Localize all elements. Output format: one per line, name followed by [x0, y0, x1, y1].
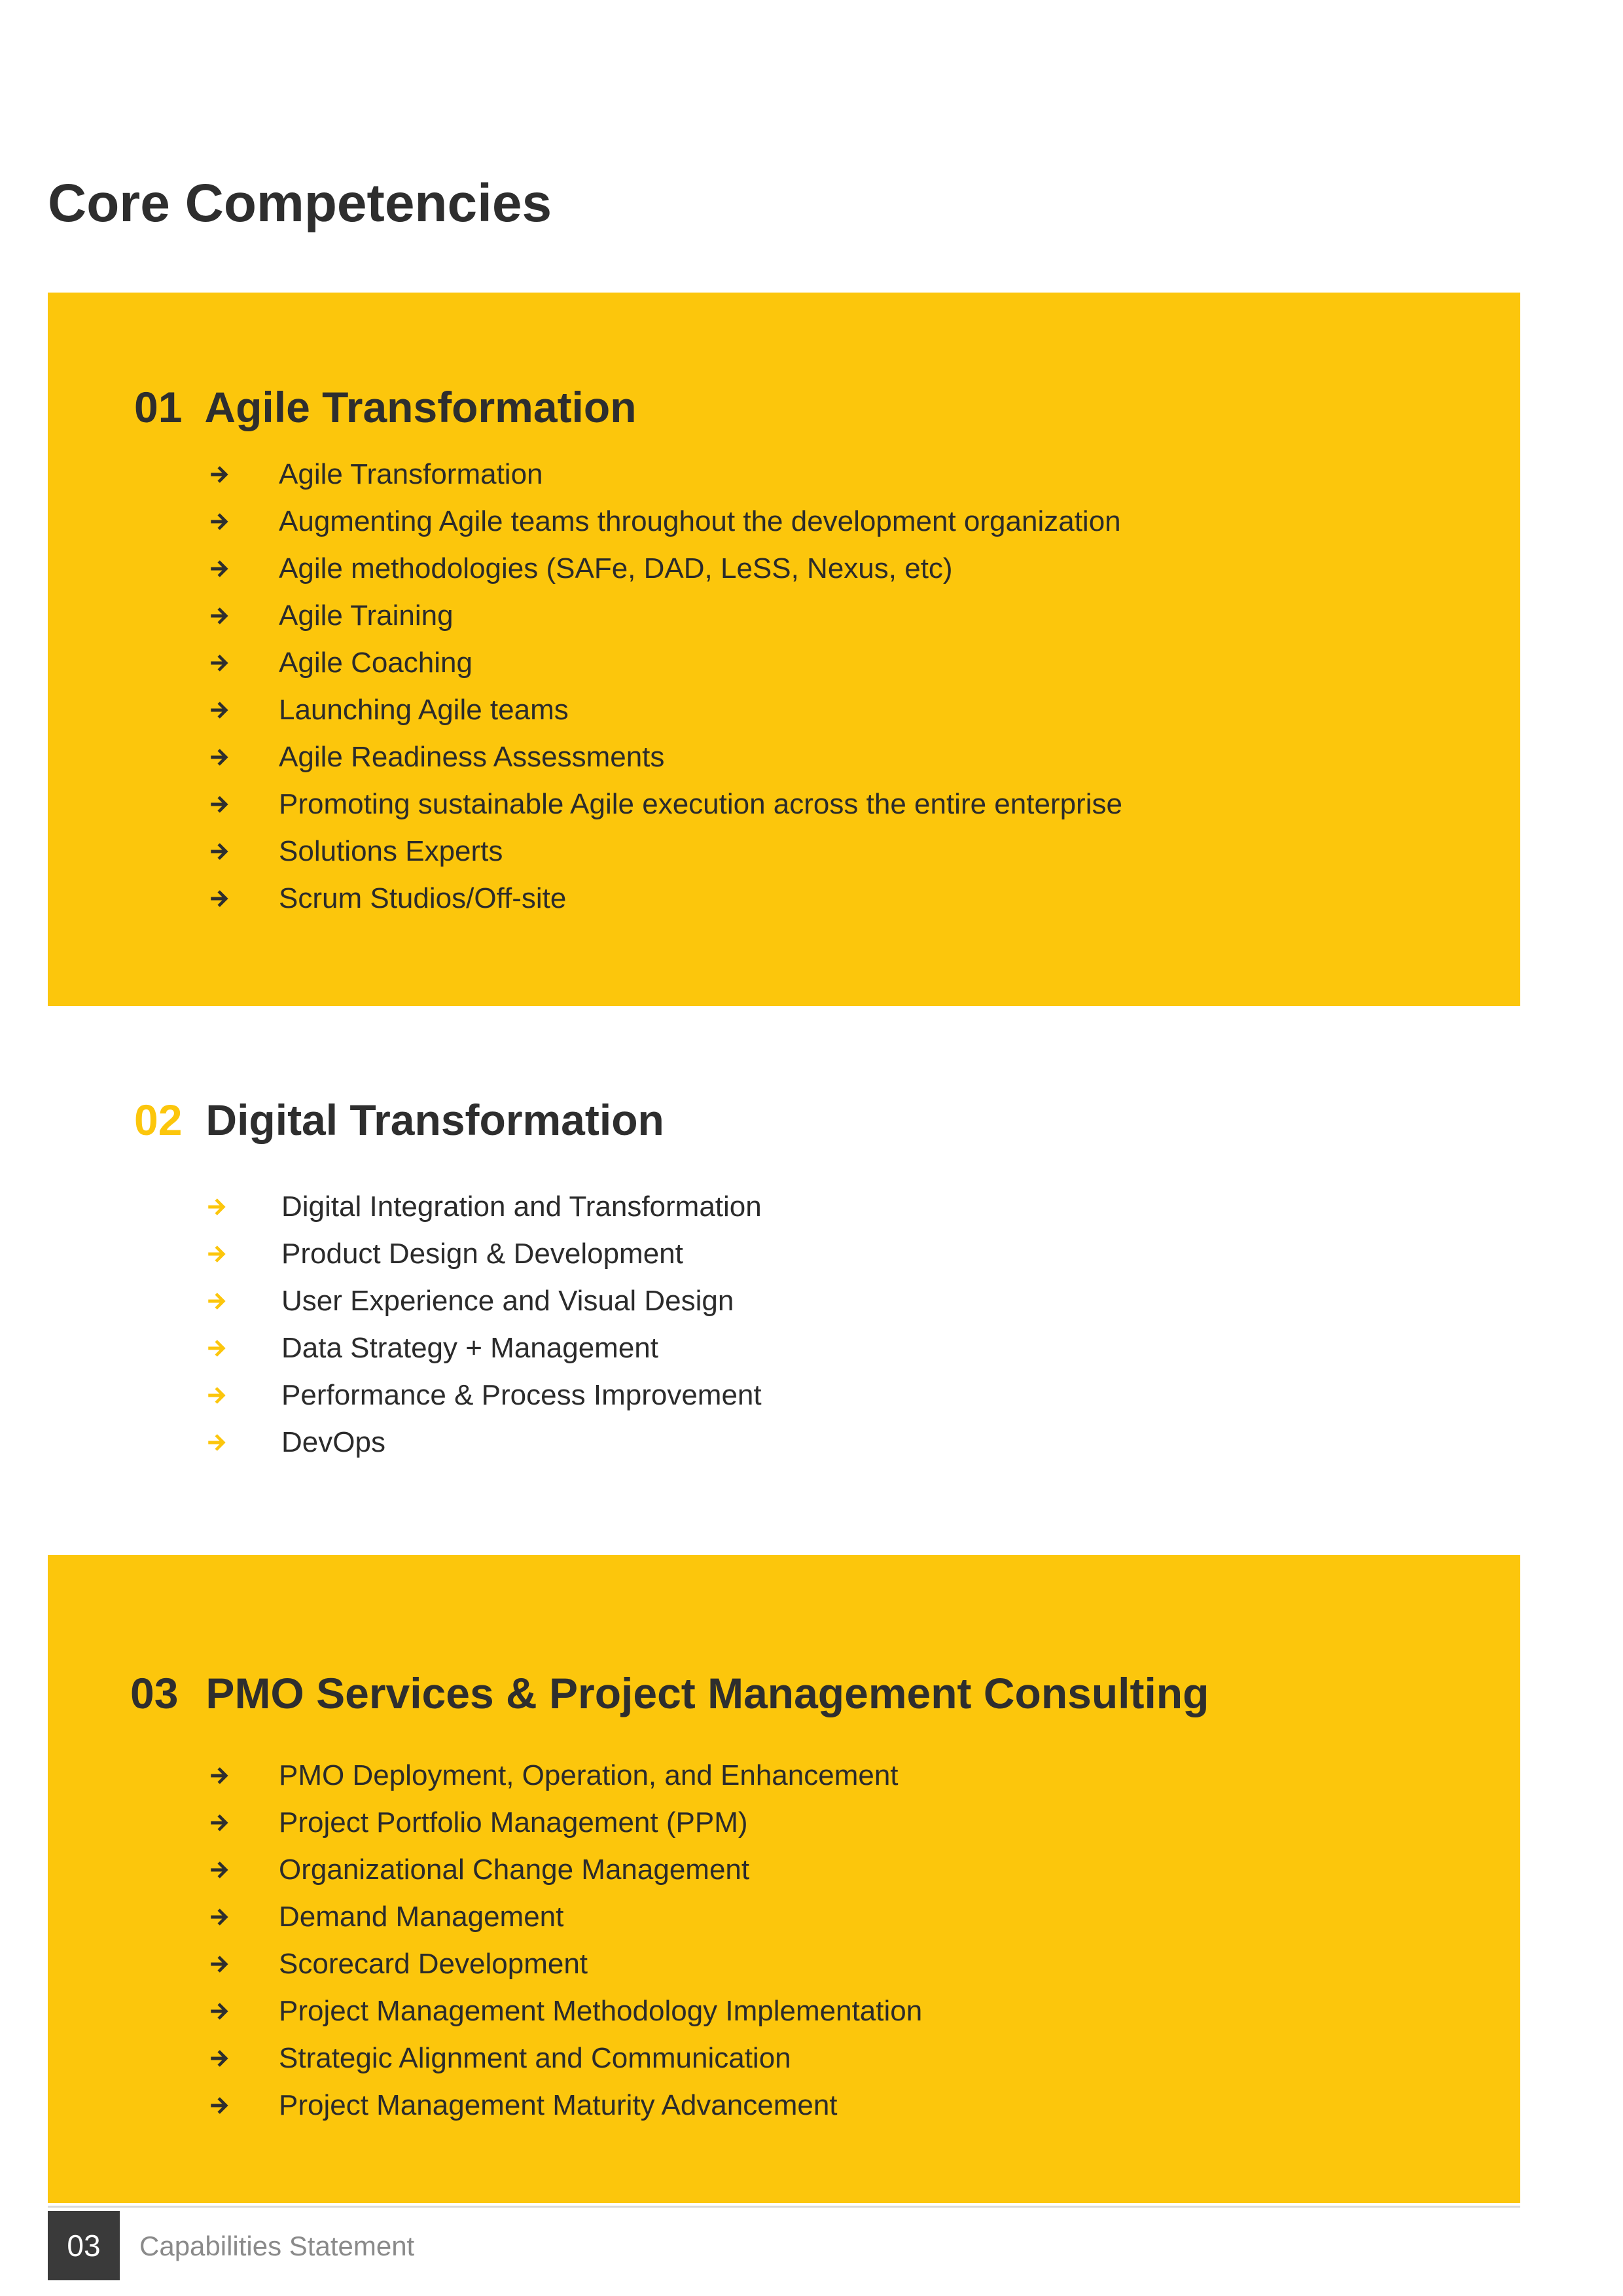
list-item-text: DevOps	[281, 1426, 385, 1458]
list-item	[208, 781, 1122, 828]
list-item-text: Project Management Methodology Implementation	[279, 1995, 923, 2027]
list-item	[205, 1419, 762, 1466]
arrow-right-icon	[208, 699, 230, 721]
section-2-number: 02	[134, 1096, 183, 1144]
list-item	[208, 2035, 922, 2082]
list-item-text: Organizational Change Management	[279, 1854, 750, 1886]
section-3-list	[208, 1752, 922, 2129]
list-item-text: Augmenting Agile teams throughout the development organization	[279, 505, 1121, 537]
section-3-heading	[130, 1668, 1209, 1719]
list-item	[208, 451, 1122, 498]
arrow-right-icon	[208, 840, 230, 863]
list-item	[208, 592, 1122, 639]
page-title: Core Competencies	[48, 173, 552, 233]
list-item-text: Launching Agile teams	[279, 694, 569, 726]
list-item-text: Digital Integration and Transformation	[281, 1191, 762, 1223]
list-item	[208, 1988, 922, 2035]
list-item-text: Scorecard Development	[279, 1948, 588, 1980]
arrow-right-icon	[208, 511, 230, 533]
list-item	[208, 1941, 922, 1988]
list-item	[208, 1846, 922, 1893]
arrow-right-icon	[205, 1384, 228, 1407]
arrow-right-icon	[208, 1906, 230, 1928]
footer-page-number: 03	[48, 2211, 120, 2280]
list-item-text: Promoting sustainable Agile execution across the entire enterprise	[279, 788, 1122, 820]
arrow-right-icon	[208, 558, 230, 580]
list-item	[208, 687, 1122, 734]
list-item-text: PMO Deployment, Operation, and Enhancement	[279, 1759, 899, 1791]
list-item-text: Agile Transformation	[279, 458, 543, 490]
list-item-text: Product Design & Development	[281, 1238, 683, 1270]
arrow-right-icon	[208, 2094, 230, 2117]
section-1-title: Agile Transformation	[204, 383, 637, 431]
section-1-number: 01	[134, 383, 183, 431]
list-item	[208, 639, 1122, 687]
arrow-right-icon	[205, 1337, 228, 1359]
arrow-right-icon	[208, 1812, 230, 1834]
list-item	[208, 1799, 922, 1846]
list-item	[205, 1372, 762, 1419]
arrow-right-icon	[208, 793, 230, 816]
list-item-text: Agile Coaching	[279, 647, 473, 679]
arrow-right-icon	[208, 1859, 230, 1881]
list-item	[208, 828, 1122, 875]
list-item-text: Agile Readiness Assessments	[279, 741, 665, 773]
arrow-right-icon	[208, 2047, 230, 2070]
list-item-text: Strategic Alignment and Communication	[279, 2042, 791, 2074]
list-item-text: Performance & Process Improvement	[281, 1379, 762, 1411]
footer-divider	[48, 2206, 1520, 2208]
list-item-text: Scrum Studios/Off-site	[279, 882, 567, 914]
arrow-right-icon	[205, 1431, 228, 1454]
footer-label: Capabilities Statement	[139, 2231, 415, 2261]
section-3-number: 03	[130, 1669, 179, 1717]
list-item-text: Data Strategy + Management	[281, 1332, 658, 1364]
arrow-right-icon	[208, 746, 230, 768]
list-item	[205, 1230, 762, 1278]
arrow-right-icon	[208, 1765, 230, 1787]
section-1-heading	[134, 382, 637, 433]
section-2-title: Digital Transformation	[205, 1096, 664, 1144]
list-item	[208, 2082, 922, 2129]
list-item	[205, 1325, 762, 1372]
list-item-text: Demand Management	[279, 1901, 564, 1933]
list-item	[205, 1183, 762, 1230]
list-item	[205, 1278, 762, 1325]
list-item-text: Solutions Experts	[279, 835, 503, 867]
section-2-list	[205, 1183, 762, 1466]
list-item	[208, 545, 1122, 592]
list-item-text: User Experience and Visual Design	[281, 1285, 734, 1317]
arrow-right-icon	[205, 1290, 228, 1312]
arrow-right-icon	[208, 888, 230, 910]
arrow-right-icon	[208, 652, 230, 674]
arrow-right-icon	[208, 463, 230, 486]
arrow-right-icon	[208, 605, 230, 627]
list-item	[208, 498, 1122, 545]
list-item	[208, 1752, 922, 1799]
list-item-text: Agile Training	[279, 600, 454, 632]
list-item	[208, 734, 1122, 781]
arrow-right-icon	[208, 2000, 230, 2022]
arrow-right-icon	[205, 1243, 228, 1265]
list-item	[208, 875, 1122, 922]
section-2-heading	[134, 1094, 664, 1146]
section-3-title: PMO Services & Project Management Consulting	[205, 1669, 1209, 1717]
section-1-list	[208, 451, 1122, 922]
list-item-text: Project Portfolio Management (PPM)	[279, 1806, 748, 1839]
arrow-right-icon	[208, 1953, 230, 1975]
list-item-text: Agile methodologies (SAFe, DAD, LeSS, Nexus, etc)	[279, 552, 953, 584]
arrow-right-icon	[205, 1196, 228, 1218]
list-item-text: Project Management Maturity Advancement	[279, 2089, 838, 2121]
list-item	[208, 1893, 922, 1941]
